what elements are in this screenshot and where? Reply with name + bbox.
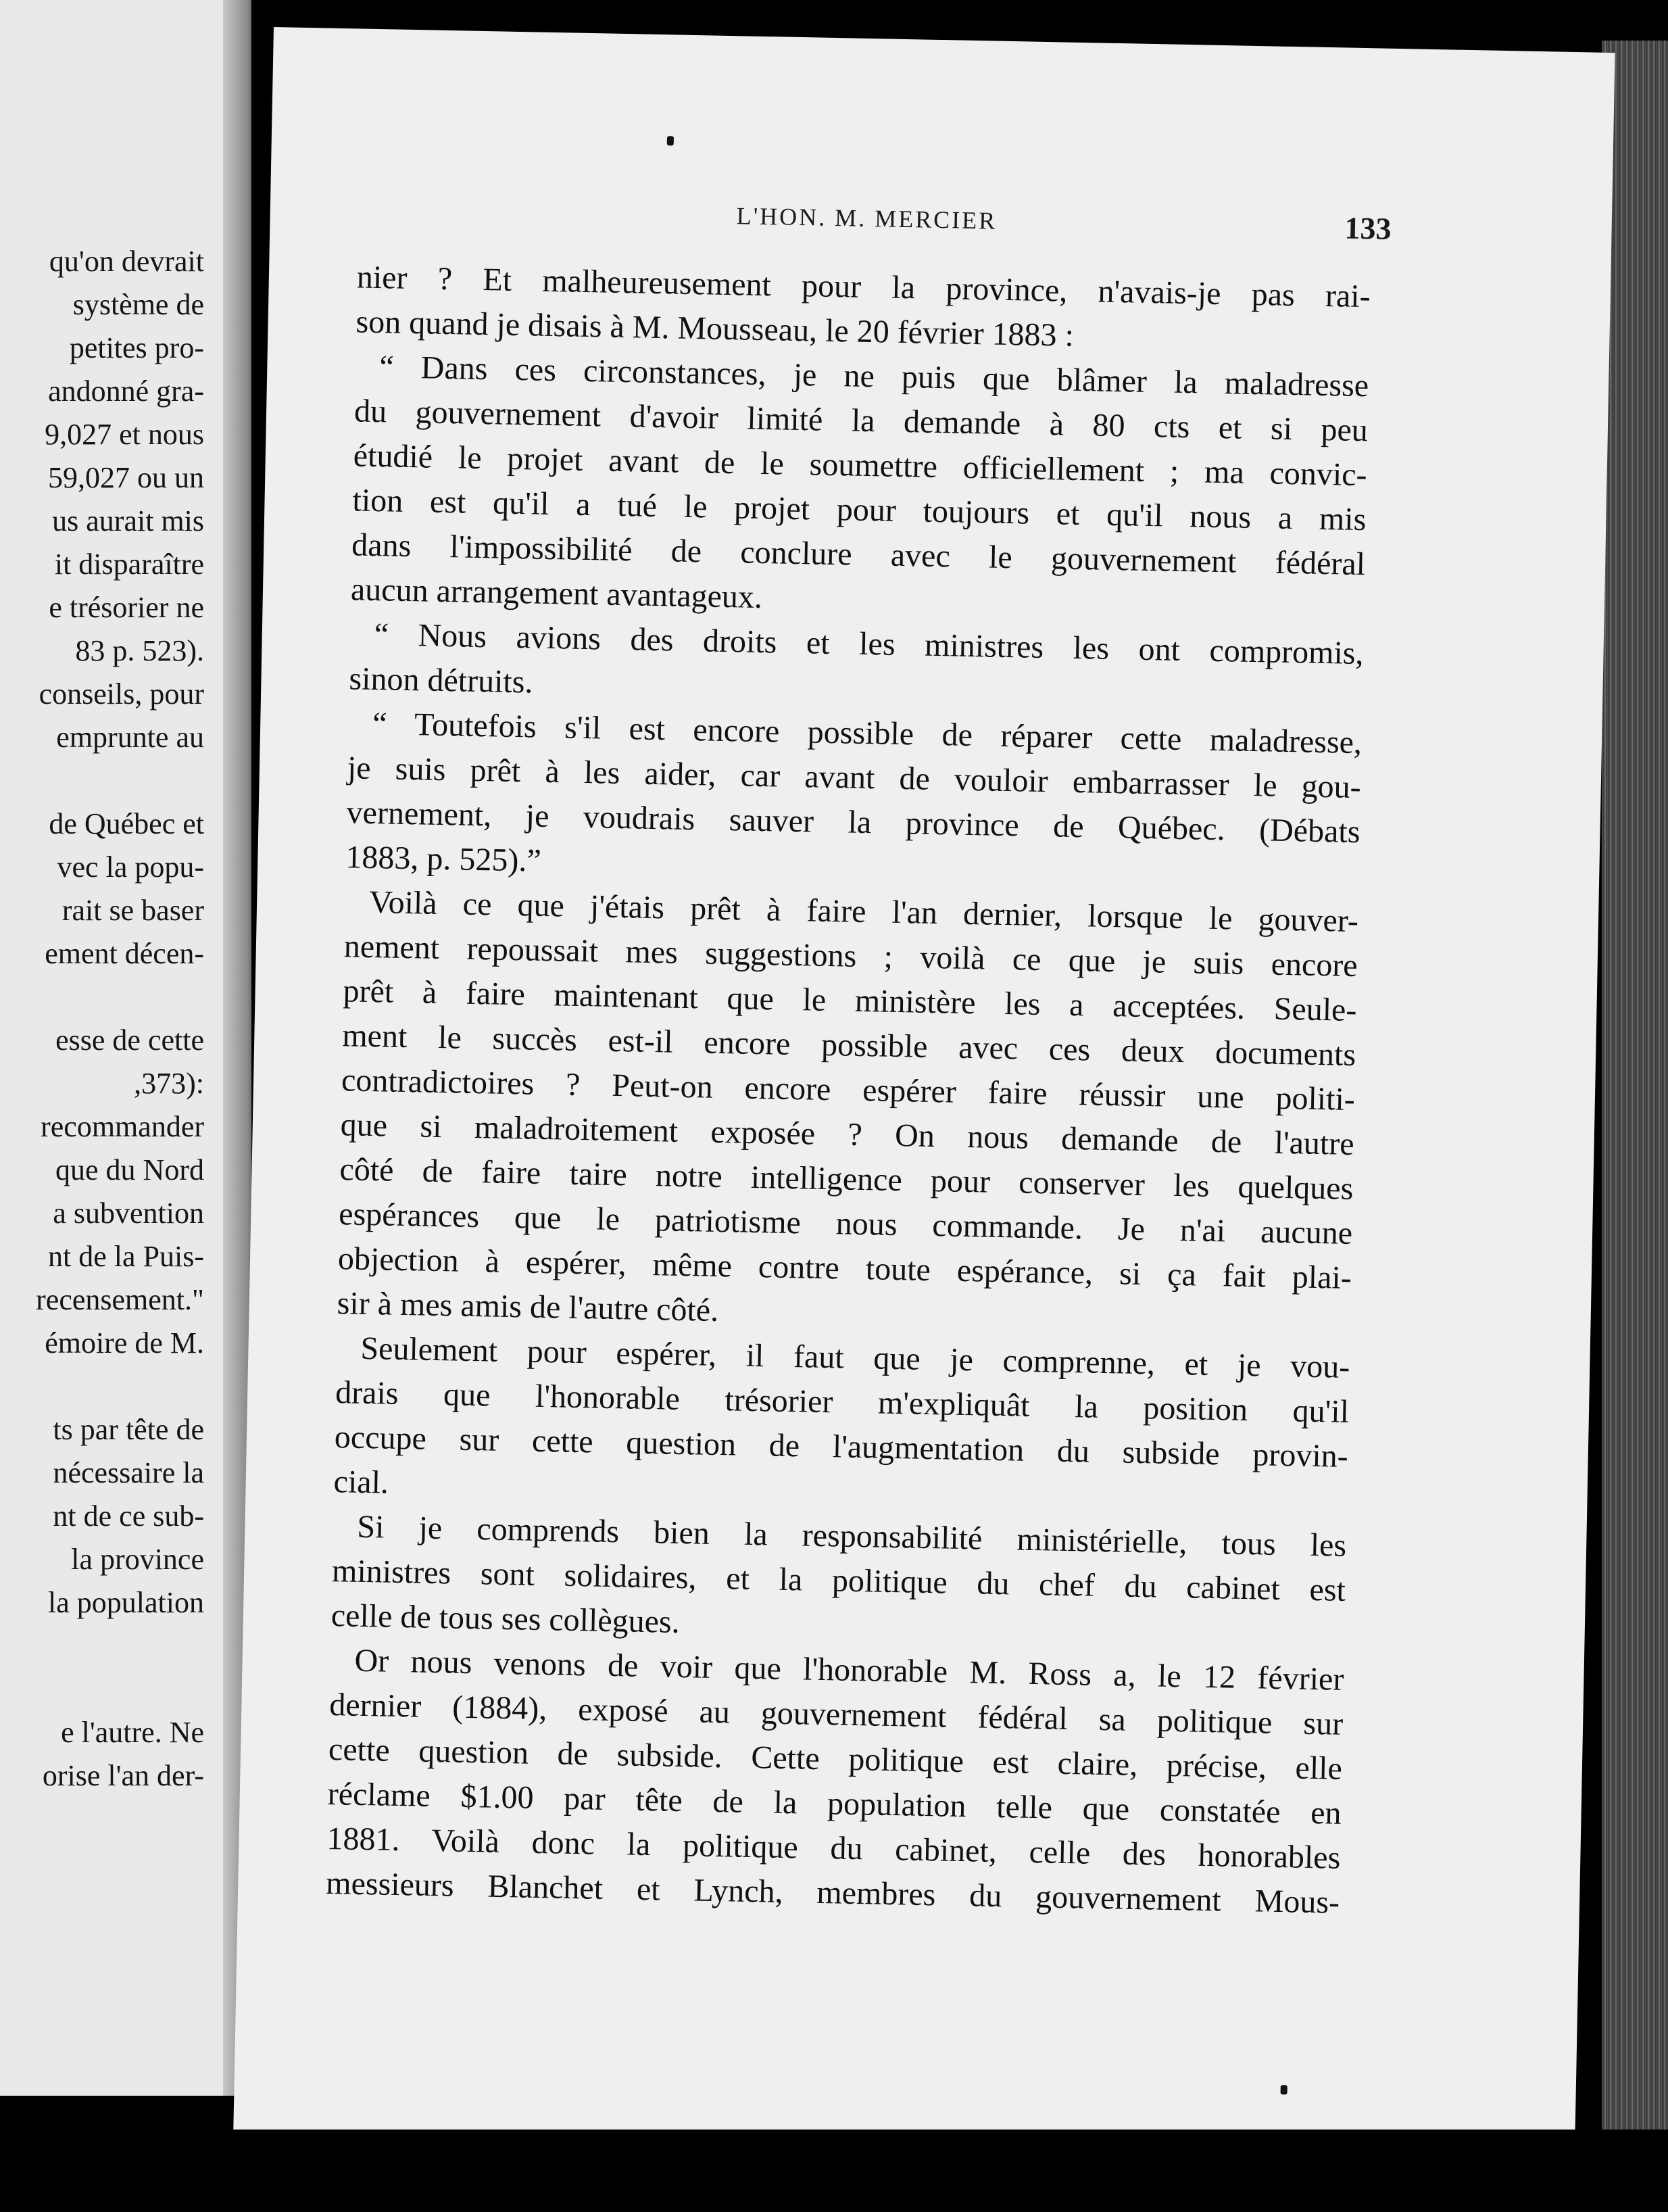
left-page-line: [0, 976, 204, 1019]
left-page-line: recensement.": [36, 1283, 204, 1316]
text-line: nement repoussait mes suggestions ; voilà ce que je suis encore: [343, 928, 1358, 984]
left-page-line: [0, 759, 204, 802]
text-line: “ Nous avions des droits et les ministres les ont compromis,: [374, 617, 1365, 672]
left-page-line: petites pro-: [69, 331, 204, 364]
left-page-line: [0, 1625, 204, 1668]
text-line: “ Dans ces circonstances, je ne puis que blâmer la maladresse: [378, 349, 1369, 404]
text-line: aucun arrangement avantageux.: [350, 571, 763, 616]
left-page-line: 59,027 ou un: [48, 461, 204, 494]
text-line: prêt à faire maintenant que le ministère les a acceptées. Seule-: [343, 973, 1357, 1029]
left-page-line: ts par tête de: [53, 1413, 204, 1446]
text-line: sinon détruits.: [349, 660, 533, 700]
running-head: L'HON. M. MERCIER: [736, 202, 998, 235]
left-page-line: ement décen-: [45, 937, 204, 970]
text-line: Si je comprends bien la responsabilité ministérielle, tous les: [356, 1508, 1347, 1564]
left-page-line: nécessaire la: [53, 1456, 204, 1489]
left-page-line: it disparaître: [54, 548, 204, 581]
left-page-line: [0, 1365, 204, 1408]
left-page-line: conseils, pour: [39, 677, 204, 711]
text-line: celle de tous ses collègues.: [330, 1597, 681, 1640]
text-line: cial.: [333, 1464, 389, 1501]
main-page: [232, 27, 1615, 2189]
text-line: étudié le projet avant de le soumettre officiellement ; ma convic-: [353, 437, 1368, 494]
ink-speck: [1281, 2085, 1287, 2094]
text-line: “ Toutefois s'il est encore possible de réparer cette maladresse,: [372, 706, 1363, 761]
text-line: espérances que le patriotisme nous commande. Je n'ai aucune: [338, 1196, 1353, 1251]
left-page-line: e trésorier ne: [49, 591, 204, 624]
left-page-line: système de: [72, 288, 204, 321]
scan-bottom-border: [0, 2130, 1668, 2212]
left-page-text: [0, 240, 204, 1798]
text-line: messieurs Blanchet et Lynch, membres du gouvernement Mous-: [325, 1865, 1340, 1921]
left-page-line: a subvention: [53, 1197, 204, 1230]
left-page-line: qu'on devrait: [49, 245, 204, 278]
left-page-line: esse de cette: [55, 1024, 204, 1057]
left-page-line: la population: [48, 1586, 204, 1619]
text-line: je suis prêt à les aider, car avant de vouloir embarrasser le gou-: [347, 750, 1362, 806]
text-line: dans l'impossibilité de conclure avec le gouvernement fédéral: [351, 527, 1366, 583]
left-page-line: de Québec et: [49, 807, 204, 840]
left-page-line: rait se baser: [62, 894, 204, 927]
text-line: drais que l'honorable trésorier m'expliquât la position qu'il: [335, 1374, 1350, 1430]
left-page-line: recommander: [41, 1110, 204, 1143]
left-page-line: [0, 1668, 204, 1711]
text-line: 1883, p. 525).”: [345, 839, 542, 879]
text-line: tion est qu'il a tué le projet pour toujours et qu'il nous a mis: [352, 482, 1367, 538]
text-line: Seulement pour espérer, il faut que je comprenne, et je vou-: [360, 1330, 1350, 1385]
page-number: 133: [1344, 210, 1392, 246]
text-line: objection à espérer, même contre toute espérance, si ça fait plai-: [337, 1241, 1352, 1296]
left-page-line: andonné gra-: [48, 375, 204, 408]
body-text: [326, 255, 1371, 1925]
text-line: réclame $1.00 par tête de la population telle que constatée en: [327, 1776, 1342, 1831]
text-line: que si maladroitement exposée ? On nous demande de l'autre: [340, 1107, 1355, 1162]
text-line: côté de faire taire notre intelligence pour conserver les quelques: [339, 1151, 1354, 1207]
text-line: dernier (1884), exposé au gouvernement fédéral sa politique sur: [328, 1687, 1344, 1742]
text-line: cette question de subside. Cette politique est claire, précise, elle: [328, 1731, 1343, 1787]
left-page-line: vec la popu-: [57, 850, 204, 884]
text-line: 1881. Voilà donc la politique du cabinet, celle des honorables: [326, 1821, 1341, 1876]
text-line: contradictoires ? Peut-on encore espérer faire réussir une politi-: [341, 1062, 1356, 1118]
text-line: nier ? Et malheureusement pour la province, n'avais-je pas rai-: [356, 259, 1371, 315]
left-page-line: 9,027 et nous: [45, 418, 204, 451]
left-page-line: ,373):: [134, 1067, 204, 1100]
left-page-line: que du Nord: [55, 1153, 204, 1186]
text-line: son quand je disais à M. Mousseau, le 20 février 1883 :: [355, 304, 1075, 354]
text-line: vernement, je voudrais sauver la province de Québec. (Débats: [346, 794, 1360, 850]
left-page-line: emprunte au: [56, 721, 204, 754]
text-line: sir à mes amis de l'autre côté.: [337, 1285, 719, 1328]
text-line: occupe sur cette question de l'augmentation du subside provin-: [334, 1419, 1349, 1474]
left-page-fragment: [0, 0, 251, 2096]
text-line: Voilà ce que j'étais prêt à faire l'an dernier, lorsque le gouver-: [368, 884, 1359, 940]
left-page-line: nt de ce sub-: [53, 1499, 204, 1533]
left-page-line: émoire de M.: [45, 1326, 204, 1360]
text-line: Or nous venons de voir que l'honorable M. Ross a, le 12 février: [354, 1642, 1344, 1698]
left-page-line: e l'autre. Ne: [61, 1716, 204, 1749]
left-page-line: us aurait mis: [52, 504, 204, 537]
left-page-line: orise l'an der-: [42, 1759, 204, 1792]
text-line: du gouvernement d'avoir limité la demande à 80 cts et si peu: [353, 393, 1369, 449]
left-page-line: la province: [71, 1543, 204, 1576]
ink-speck: [667, 136, 674, 145]
text-line: ministres sont solidaires, et la politique du chef du cabinet est: [331, 1553, 1346, 1608]
text-line: ment le succès est-il encore possible avec ces deux documents: [341, 1017, 1356, 1074]
left-page-line: 83 p. 523).: [75, 634, 204, 667]
page-edges: [1602, 41, 1668, 2150]
left-page-line: nt de la Puis-: [48, 1240, 204, 1273]
